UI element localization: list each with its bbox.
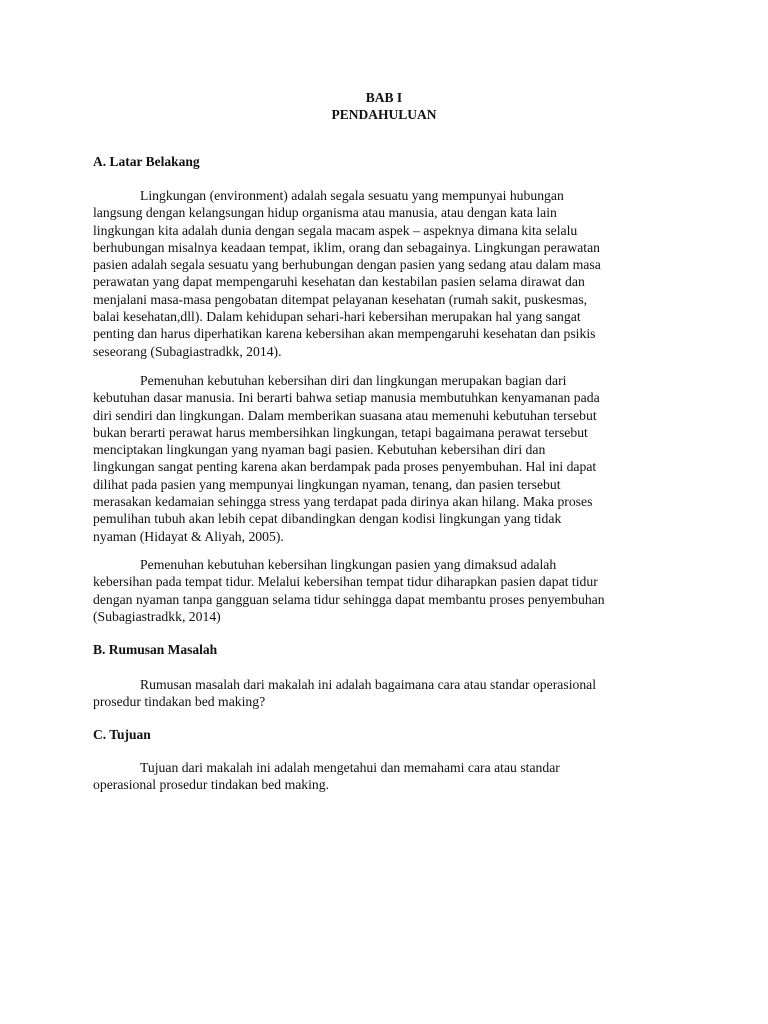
paragraph-line: pemulihan tubuh akan lebih cepat dibandingkan dengan kodisi lingkungan yang tidak xyxy=(93,511,562,527)
paragraph-line: operasional prosedur tindakan bed making. xyxy=(93,777,330,793)
section-a-paragraph-3 xyxy=(93,556,683,625)
paragraph-line: merasakan kedamaian sehingga stress yang terdapat pada dirinya akan hilang. Maka proses xyxy=(93,494,593,510)
paragraph-line: nyaman (Hidayat & Aliyah, 2005). xyxy=(93,528,284,544)
chapter-title: PENDAHULUAN xyxy=(331,107,437,122)
paragraph-line: lingkungan kita adalah dunia dengan segala macam aspek – aspeknya dimana kita selalu xyxy=(93,222,578,238)
paragraph-line: pasien adalah segala sesuatu yang berhubungan dengan pasien yang sedang atau dalam masa xyxy=(93,257,601,273)
section-a-heading: A. Latar Belakang xyxy=(93,154,200,169)
paragraph-line: menjalani masa-masa pengobatan ditempat pelayanan kesehatan (rumah sakit, puskesmas, xyxy=(93,291,588,307)
section-b-paragraph-1 xyxy=(93,676,683,711)
paragraph-line: diri sendiri dan lingkungan. Dalam memberikan suasana atau memenuhi kebutuhan tersebut xyxy=(93,407,597,423)
paragraph-line: bukan berarti perawat harus membersihkan lingkungan, tetapi bagaimana perawat tersebut xyxy=(93,424,588,440)
paragraph-line: penting dan harus diperhatikan karena kebersihan akan mempengaruhi kesehatan dan psikis xyxy=(93,326,596,342)
paragraph-line: Rumusan masalah dari makalah ini adalah bagaimana cara atau standar operasional xyxy=(140,677,597,692)
paragraph-line: berhubungan misalnya keadaan tempat, iklim, orang dan sebagainya. Lingkungan perawatan xyxy=(93,239,601,255)
paragraph-line: kebutuhan dasar manusia. Ini berarti bahwa setiap manusia membutuhkan kenyamanan pada xyxy=(93,390,600,406)
section-b-heading: B. Rumusan Masalah xyxy=(93,642,218,657)
section-c-heading: C. Tujuan xyxy=(93,727,151,742)
paragraph-line: langsung dengan kelangsungan hidup organisma atau manusia, atau dengan kata lain xyxy=(93,205,557,221)
paragraph-line: balai kesehatan,dll). Dalam kehidupan sehari-hari kebersihan merupakan hal yang sangat xyxy=(93,309,581,325)
paragraph-line: dilihat pada pasien yang mempunyai lingkungan nyaman, tenang, dan pasien tersebut xyxy=(93,476,561,492)
paragraph-line: seseorang (Subagiastradkk, 2014). xyxy=(93,343,282,359)
paragraph-line: dengan nyaman tanpa gangguan selama tidur sehingga dapat membantu proses penyembuhan xyxy=(93,591,605,607)
paragraph-line: (Subagiastradkk, 2014) xyxy=(93,608,221,624)
chapter-number: BAB I xyxy=(365,90,403,105)
paragraph-line: prosedur tindakan bed making? xyxy=(93,694,266,710)
paragraph-line: Tujuan dari makalah ini adalah mengetahui dan memahami cara atau standar xyxy=(140,760,560,775)
paragraph-line: menciptakan lingkungan yang nyaman bagi pasien. Kebutuhan kebersihan diri dan xyxy=(93,442,546,458)
paragraph-line: kebersihan pada tempat tidur. Melalui kebersihan tempat tidur diharapkan pasien dapat tidur xyxy=(93,574,598,590)
paragraph-line: Lingkungan (environment) adalah segala sesuatu yang mempunyai hubungan xyxy=(140,188,564,203)
paragraph-line: Pemenuhan kebutuhan kebersihan diri dan lingkungan merupakan bagian dari xyxy=(140,373,567,388)
paragraph-line: Pemenuhan kebutuhan kebersihan lingkungan pasien yang dimaksud adalah xyxy=(140,557,557,572)
paragraph-line: lingkungan sangat penting karena akan berdampak pada proses penyembuhan. Hal ini dapat xyxy=(93,459,597,475)
section-c-paragraph-1 xyxy=(93,759,683,794)
section-a-paragraph-1 xyxy=(93,187,683,360)
paragraph-line: perawatan yang dapat mempengaruhi kesehatan dan kestabilan pasien selama dirawat dan xyxy=(93,274,585,290)
section-a-paragraph-2 xyxy=(93,372,683,545)
